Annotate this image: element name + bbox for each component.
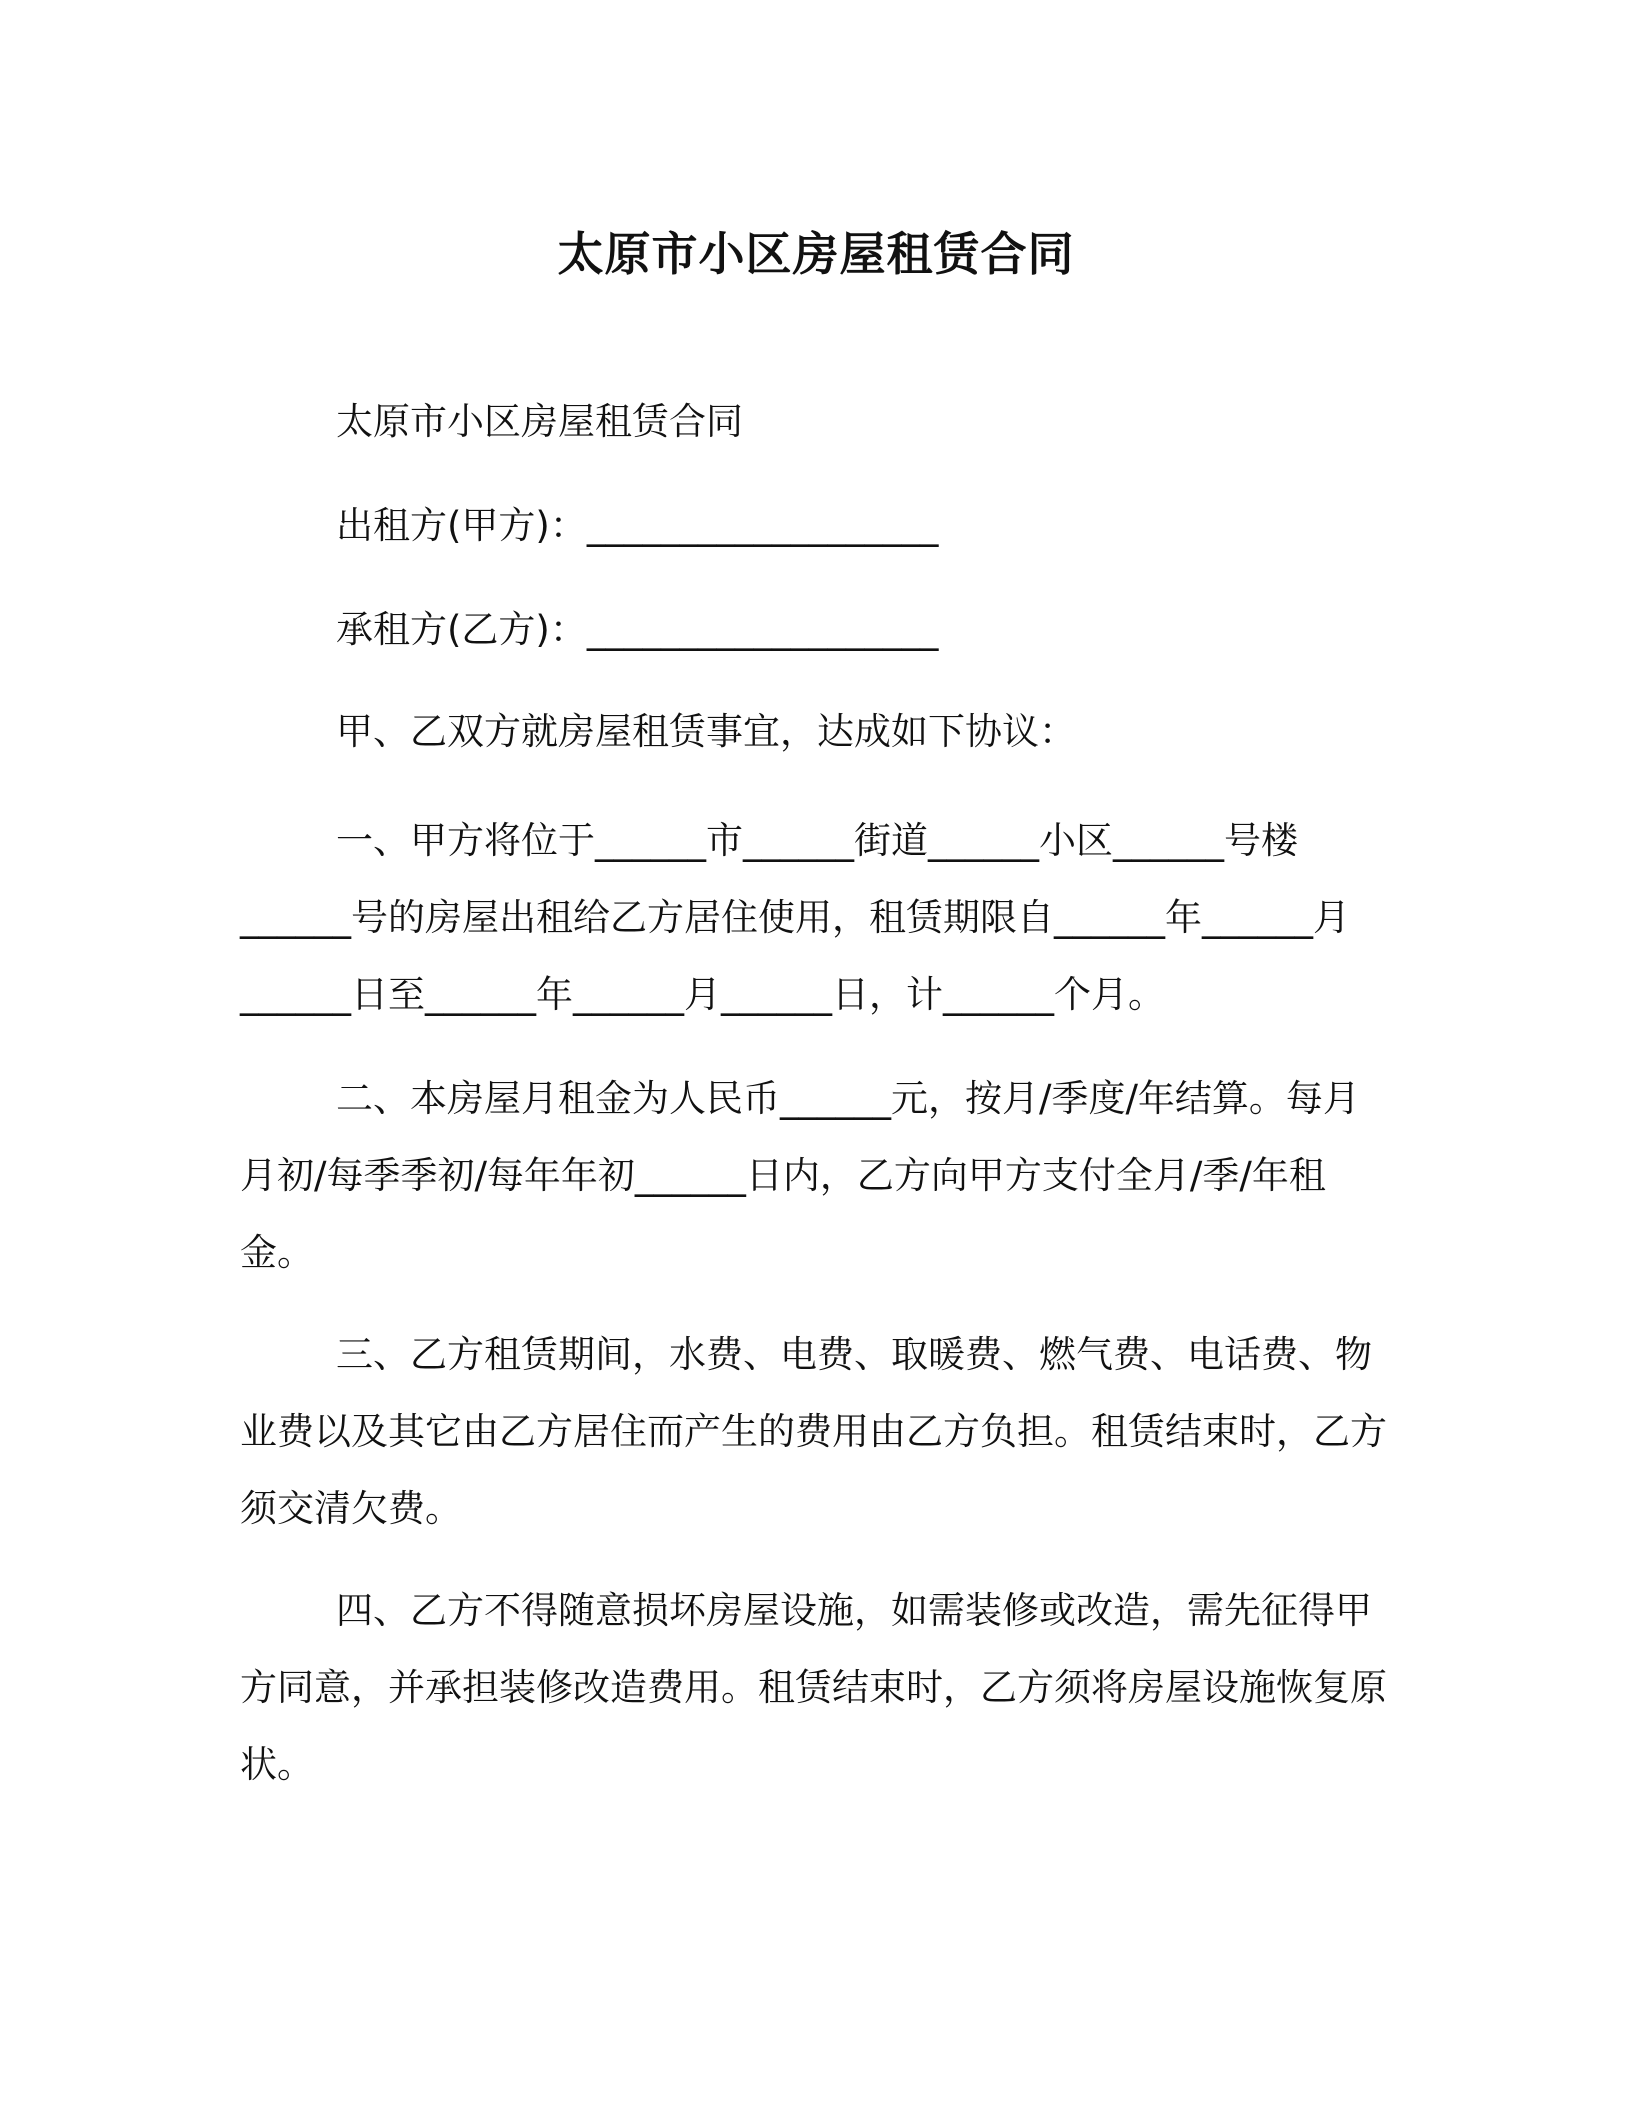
intro-line: 甲、乙双方就房屋租赁事宜，达成如下协议： [336, 710, 1076, 753]
clause-one: 一、甲方将位于______市______街道______小区______号楼______号的房屋出租给乙方居住使用，租赁期限自______年______月______日至______年______月______日，计______个月。 [240, 819, 1350, 1016]
clause-three: 三、乙方租赁期间，水费、电费、取暖费、燃气费、电话费、物业费以及其它由乙方居住而产生的费用由乙方负担。租赁结束时，乙方须交清欠费。 [240, 1333, 1387, 1530]
document-subtitle: 太原市小区房屋租赁合同 [336, 400, 743, 443]
lessee-line: 承租方(乙方)：___________________ [336, 608, 939, 651]
clause-two: 二、本房屋月租金为人民币______元，按月/季度/年结算。每月月初/每季季初/每年年初______日内，乙方向甲方支付全月/季/年租金。 [240, 1077, 1360, 1274]
document-title: 太原市小区房屋租赁合同 [557, 227, 1075, 281]
lessor-line: 出租方(甲方)：___________________ [336, 504, 939, 547]
clause-four: 四、乙方不得随意损坏房屋设施，如需装修或改造，需先征得甲方同意，并承担装修改造费用。租赁结束时，乙方须将房屋设施恢复原状。 [240, 1589, 1387, 1786]
